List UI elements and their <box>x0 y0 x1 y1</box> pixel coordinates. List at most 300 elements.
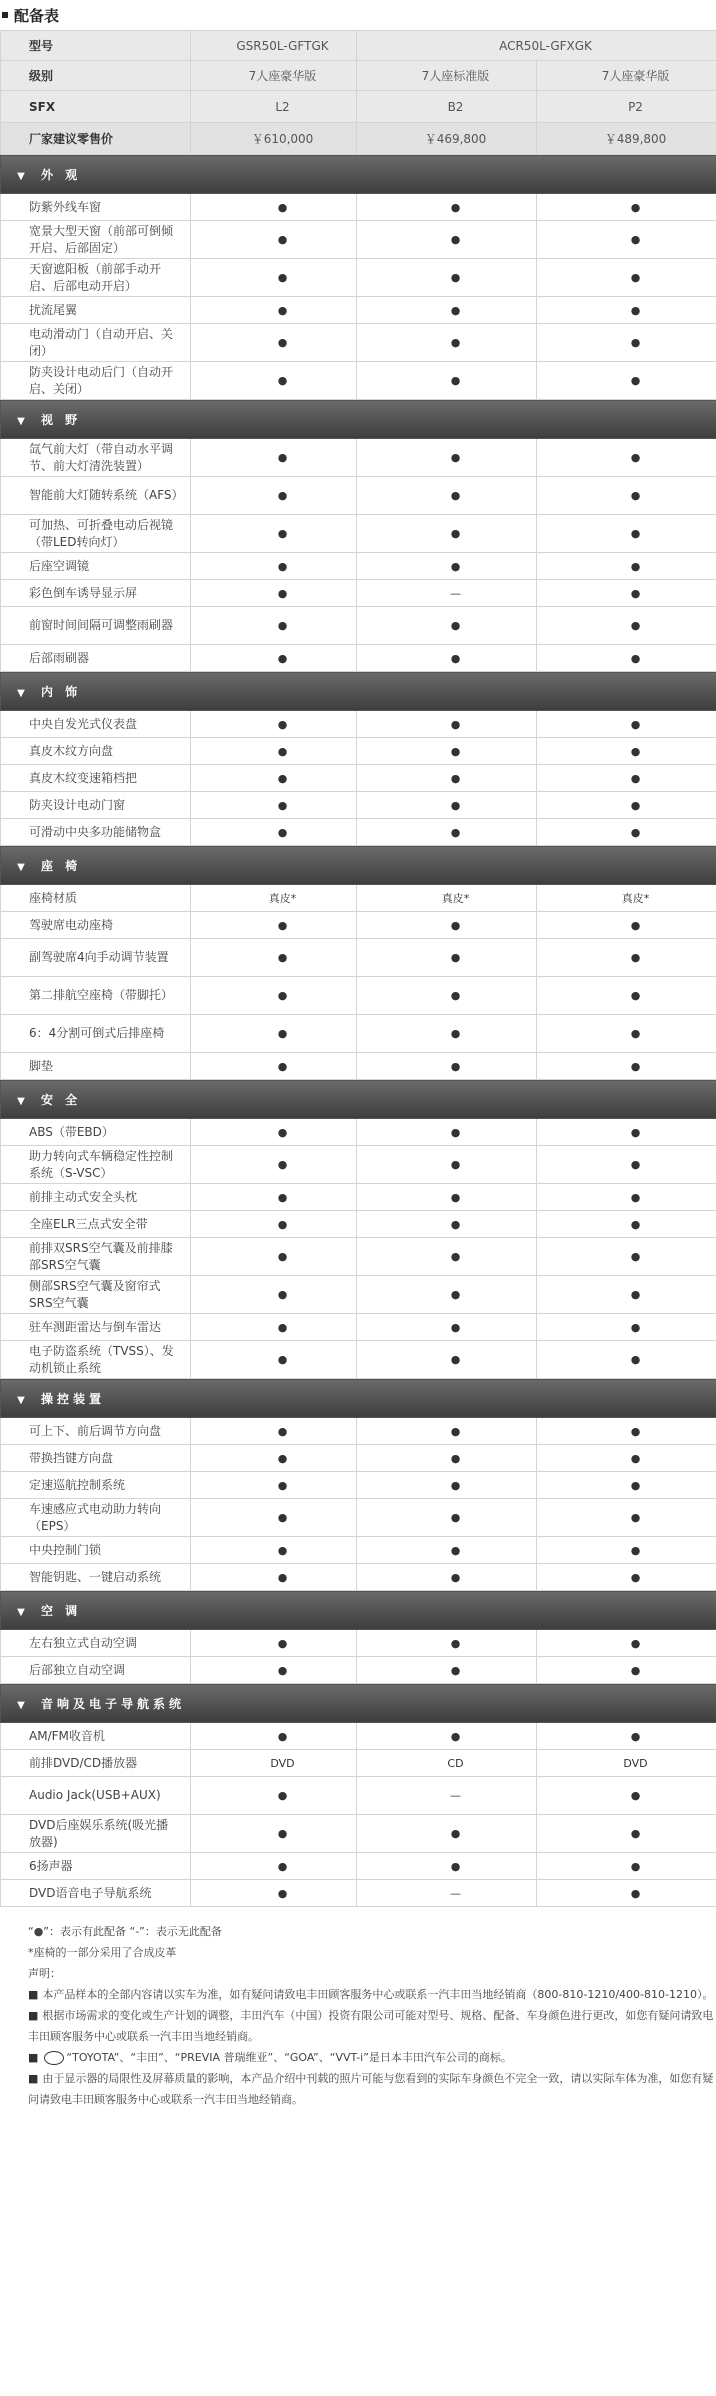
feature-value: ● <box>537 1119 716 1146</box>
section-title: 空 调 <box>41 1603 82 1618</box>
table-row <box>1 439 716 477</box>
feature-value: ● <box>357 607 537 645</box>
feature-label: 前排主动式安全头枕 <box>1 1184 191 1211</box>
feature-value: 真皮* <box>191 885 357 912</box>
feature-value: ● <box>537 439 716 477</box>
feature-label: 后部独立自动空调 <box>1 1657 191 1684</box>
section-header[interactable] <box>1 400 716 439</box>
feature-label: 宽景大型天窗（前部可倒倾开启、后部固定） <box>1 221 191 259</box>
feature-value: ● <box>191 1015 357 1053</box>
feature-label: 全座ELR三点式安全带 <box>1 1211 191 1238</box>
table-row <box>1 324 716 362</box>
feature-value: ● <box>357 1537 537 1564</box>
table-row <box>1 515 716 553</box>
feature-label: 左右独立式自动空调 <box>1 1630 191 1657</box>
feature-value: ● <box>537 1184 716 1211</box>
feature-label: 副驾驶席4向手动调节装置 <box>1 939 191 977</box>
feature-value: ● <box>537 1445 716 1472</box>
feature-value: ● <box>191 1211 357 1238</box>
feature-value: ● <box>357 711 537 738</box>
sfx-1: L2 <box>191 91 357 123</box>
feature-value: ● <box>191 1499 357 1537</box>
table-row <box>1 1418 716 1445</box>
feature-value: ● <box>357 1418 537 1445</box>
feature-value: ● <box>357 738 537 765</box>
table-row <box>1 1657 716 1684</box>
feature-value: ● <box>191 1815 357 1853</box>
feature-value: ● <box>191 580 357 607</box>
table-row <box>1 1815 716 1853</box>
feature-value: ● <box>191 1472 357 1499</box>
feature-value: ● <box>191 711 357 738</box>
table-row <box>1 1777 716 1815</box>
feature-value: ● <box>537 221 716 259</box>
bullet-icon: ■ <box>28 2009 39 2022</box>
feature-value: ● <box>191 1418 357 1445</box>
feature-label: 车速感应式电动助力转向（EPS） <box>1 1499 191 1537</box>
table-row <box>1 1341 716 1379</box>
feature-value: ● <box>537 194 716 221</box>
feature-value: ● <box>357 1276 537 1314</box>
bullet-icon: ■ <box>28 2051 39 2064</box>
table-row <box>1 977 716 1015</box>
page-title-text: 配备表 <box>14 6 60 25</box>
feature-label: 防夹设计电动后门（自动开启、关闭） <box>1 362 191 400</box>
feature-label: Audio Jack(USB+AUX) <box>1 1777 191 1815</box>
note-text: “TOYOTA”、“丰田”、“PREVIA 普瑞维亚”、“GOA”、“VVT-i”是日本丰田汽车公司的商标。 <box>66 2051 512 2064</box>
feature-value: ● <box>191 1238 357 1276</box>
table-row <box>1 194 716 221</box>
feature-value: ● <box>191 1276 357 1314</box>
table-row <box>1 1314 716 1341</box>
triangle-down-icon[interactable]: ▼ <box>17 1394 25 1406</box>
feature-label: 智能钥匙、一键启动系统 <box>1 1564 191 1591</box>
feature-label: 助力转向式车辆稳定性控制系统（S-VSC） <box>1 1146 191 1184</box>
feature-value: ● <box>191 1184 357 1211</box>
feature-value: ● <box>537 553 716 580</box>
feature-value: ● <box>357 259 537 297</box>
section-header-cell <box>1 1379 716 1418</box>
table-row <box>1 819 716 846</box>
feature-label: 可滑动中央多功能储物盒 <box>1 819 191 846</box>
grade-1: 7人座豪华版 <box>191 61 357 91</box>
table-row <box>1 1880 716 1907</box>
leather-note: *座椅的一部分采用了合成皮革 <box>28 1946 177 1959</box>
table-row <box>1 1750 716 1777</box>
table-row <box>1 765 716 792</box>
table-row <box>1 477 716 515</box>
notes <box>0 1907 716 2110</box>
feature-label: 后部雨刷器 <box>1 645 191 672</box>
table-row <box>1 607 716 645</box>
feature-value: ● <box>191 1146 357 1184</box>
triangle-down-icon[interactable]: ▼ <box>17 1606 25 1618</box>
feature-value: ● <box>191 515 357 553</box>
table-row <box>1 1630 716 1657</box>
feature-value: ● <box>537 1537 716 1564</box>
feature-label: 第二排航空座椅（带脚托） <box>1 977 191 1015</box>
bullet-icon: ■ <box>28 2072 39 2085</box>
feature-value: ● <box>537 977 716 1015</box>
feature-value: ● <box>191 553 357 580</box>
feature-value: ● <box>537 324 716 362</box>
grade-2: 7人座标准版 <box>357 61 537 91</box>
feature-value: ● <box>191 221 357 259</box>
feature-label: 座椅材质 <box>1 885 191 912</box>
table-row <box>1 792 716 819</box>
feature-value: ● <box>191 297 357 324</box>
feature-label: 前排DVD/CD播放器 <box>1 1750 191 1777</box>
feature-value: ● <box>537 1276 716 1314</box>
table-row <box>1 1499 716 1537</box>
feature-value: ● <box>357 1445 537 1472</box>
feature-value: ● <box>537 1015 716 1053</box>
feature-value: ● <box>357 1630 537 1657</box>
table-row <box>1 1723 716 1750</box>
feature-label: 中央自发光式仪表盘 <box>1 711 191 738</box>
feature-value: ● <box>537 515 716 553</box>
section-title: 操控装置 <box>41 1391 106 1406</box>
table-row <box>1 1119 716 1146</box>
feature-value: ● <box>191 1341 357 1379</box>
feature-value: ● <box>537 1657 716 1684</box>
feature-label: DVD后座娱乐系统(吸光播放器) <box>1 1815 191 1853</box>
feature-value: ● <box>357 819 537 846</box>
section-title: 视 野 <box>41 412 82 427</box>
table-row <box>1 1015 716 1053</box>
feature-value: ● <box>191 912 357 939</box>
feature-label: 驾驶席电动座椅 <box>1 912 191 939</box>
feature-value: ● <box>191 645 357 672</box>
feature-label: ABS（带EBD） <box>1 1119 191 1146</box>
feature-value: ● <box>191 1723 357 1750</box>
feature-value: ● <box>537 1853 716 1880</box>
feature-value: ● <box>357 297 537 324</box>
note-item <box>28 2068 716 2110</box>
feature-value: ● <box>191 1564 357 1591</box>
feature-label: 真皮木纹变速箱档把 <box>1 765 191 792</box>
feature-value: ● <box>537 1211 716 1238</box>
feature-value: ● <box>537 645 716 672</box>
feature-value: ● <box>537 607 716 645</box>
table-row <box>1 885 716 912</box>
feature-value: ● <box>537 259 716 297</box>
feature-value: ● <box>537 1564 716 1591</box>
feature-value: ● <box>537 792 716 819</box>
feature-value: ● <box>357 439 537 477</box>
section-header[interactable] <box>1 1684 716 1723</box>
feature-value: ● <box>357 939 537 977</box>
feature-value: ● <box>191 1314 357 1341</box>
sfx-label: SFX <box>1 91 191 123</box>
feature-value: ● <box>191 819 357 846</box>
grade-row <box>1 61 716 91</box>
note-item <box>28 2005 716 2047</box>
note-text: 根据市场需求的变化或生产计划的调整，丰田汽车（中国）投资有限公司可能对型号、规格、配备、车身颜色进行更改，如您有疑问请致电丰田顾客服务中心或联系一汽丰田当地经销商。 <box>28 2009 714 2043</box>
feature-label: 氙气前大灯（带自动水平调节、前大灯清洗装置） <box>1 439 191 477</box>
feature-label: 脚垫 <box>1 1053 191 1080</box>
model-label: 型号 <box>1 31 191 61</box>
feature-value: ● <box>357 324 537 362</box>
section-header[interactable] <box>1 155 716 194</box>
section-title: 安 全 <box>41 1092 82 1107</box>
feature-label: 真皮木纹方向盘 <box>1 738 191 765</box>
feature-label: 天窗遮阳板（前部手动开启、后部电动开启） <box>1 259 191 297</box>
table-row <box>1 1238 716 1276</box>
feature-value: ● <box>537 912 716 939</box>
feature-value: ● <box>191 1853 357 1880</box>
feature-value: ● <box>191 259 357 297</box>
feature-label: 驻车测距雷达与倒车雷达 <box>1 1314 191 1341</box>
feature-value: ● <box>357 1053 537 1080</box>
spec-table <box>0 30 716 1907</box>
feature-value: — <box>357 1777 537 1815</box>
feature-value: ● <box>357 1564 537 1591</box>
feature-value: 真皮* <box>357 885 537 912</box>
table-row <box>1 1053 716 1080</box>
section-header-cell <box>1 1591 716 1630</box>
feature-value: ● <box>357 1341 537 1379</box>
feature-label: 可加热、可折叠电动后视镜（带LED转向灯） <box>1 515 191 553</box>
feature-value: ● <box>357 1119 537 1146</box>
feature-value: ● <box>191 939 357 977</box>
feature-value: ● <box>357 1211 537 1238</box>
note-item <box>28 2047 716 2068</box>
triangle-down-icon[interactable]: ▼ <box>17 1699 25 1711</box>
feature-label: 侧部SRS空气囊及窗帘式SRS空气囊 <box>1 1276 191 1314</box>
feature-value: ● <box>191 1537 357 1564</box>
feature-value: ● <box>357 977 537 1015</box>
table-row <box>1 1472 716 1499</box>
section-header-cell <box>1 1684 716 1723</box>
sfx-2: B2 <box>357 91 537 123</box>
section-header-cell <box>1 672 716 711</box>
feature-label: 6：4分割可倒式后排座椅 <box>1 1015 191 1053</box>
triangle-down-icon[interactable]: ▼ <box>17 415 25 427</box>
feature-value: — <box>357 1880 537 1907</box>
feature-value: 真皮* <box>537 885 716 912</box>
feature-value: ● <box>537 711 716 738</box>
table-row <box>1 1445 716 1472</box>
section-header[interactable] <box>1 1080 716 1119</box>
feature-value: ● <box>191 1657 357 1684</box>
section-title: 外 观 <box>41 167 82 182</box>
feature-label: 电动滑动门（自动开启、关闭） <box>1 324 191 362</box>
feature-value: ● <box>537 1472 716 1499</box>
feature-label: 可上下、前后调节方向盘 <box>1 1418 191 1445</box>
feature-value: ● <box>537 1815 716 1853</box>
feature-value: ● <box>357 912 537 939</box>
feature-value: ● <box>357 1184 537 1211</box>
table-row <box>1 912 716 939</box>
feature-value: ● <box>537 939 716 977</box>
table-row <box>1 645 716 672</box>
feature-label: 6扬声器 <box>1 1853 191 1880</box>
note-item <box>28 1984 716 2005</box>
sfx-3: P2 <box>537 91 716 123</box>
table-row <box>1 362 716 400</box>
table-row <box>1 259 716 297</box>
triangle-down-icon[interactable]: ▼ <box>17 1095 25 1107</box>
table-row <box>1 1211 716 1238</box>
feature-value: ● <box>357 1146 537 1184</box>
triangle-down-icon[interactable]: ▼ <box>17 861 25 873</box>
title-marker-icon <box>2 12 8 18</box>
feature-value: ● <box>537 738 716 765</box>
table-row <box>1 711 716 738</box>
table-row <box>1 939 716 977</box>
feature-value: ● <box>191 792 357 819</box>
feature-value: ● <box>357 477 537 515</box>
feature-value: ● <box>357 553 537 580</box>
feature-value: ● <box>191 1445 357 1472</box>
feature-value: ● <box>191 1880 357 1907</box>
feature-value: ● <box>357 1853 537 1880</box>
table-row <box>1 580 716 607</box>
feature-label: DVD语音电子导航系统 <box>1 1880 191 1907</box>
feature-value: ● <box>191 439 357 477</box>
feature-value: ● <box>191 1053 357 1080</box>
feature-value: ● <box>191 738 357 765</box>
feature-value: ● <box>191 477 357 515</box>
feature-value: ● <box>191 765 357 792</box>
section-header[interactable] <box>1 1591 716 1630</box>
feature-value: ● <box>191 977 357 1015</box>
feature-label: 前排双SRS空气囊及前排膝部SRS空气囊 <box>1 1238 191 1276</box>
feature-value: DVD <box>191 1750 357 1777</box>
feature-value: ● <box>357 765 537 792</box>
feature-value: ● <box>357 1238 537 1276</box>
feature-value: ● <box>537 1630 716 1657</box>
feature-value: ● <box>191 362 357 400</box>
feature-value: ● <box>357 792 537 819</box>
feature-value: ● <box>191 194 357 221</box>
feature-value: ● <box>537 297 716 324</box>
price-row <box>1 123 716 155</box>
feature-value: ● <box>537 819 716 846</box>
price-label: 厂家建议零售价 <box>1 123 191 155</box>
feature-value: ● <box>191 1630 357 1657</box>
feature-value: ● <box>537 1314 716 1341</box>
feature-value: ● <box>191 324 357 362</box>
feature-value: ● <box>357 221 537 259</box>
table-row <box>1 1564 716 1591</box>
table-row <box>1 1276 716 1314</box>
note-text: 由于显示器的局限性及屏幕质量的影响，本产品介绍中刊载的照片可能与您看到的实际车身颜色不完全一致，请以实际车体为准，如您有疑问请致电丰田顾客服务中心或联系一汽丰田当地经销商。 <box>28 2072 714 2106</box>
feature-value: ● <box>357 645 537 672</box>
feature-label: 后座空调镜 <box>1 553 191 580</box>
feature-label: 防紫外线车窗 <box>1 194 191 221</box>
feature-value: ● <box>537 1238 716 1276</box>
table-row <box>1 1146 716 1184</box>
feature-label: 前窗时间间隔可调整雨刷器 <box>1 607 191 645</box>
feature-value: ● <box>537 1418 716 1445</box>
feature-value: ● <box>357 194 537 221</box>
feature-label: 中央控制门锁 <box>1 1537 191 1564</box>
feature-label: 智能前大灯随转系统（AFS） <box>1 477 191 515</box>
feature-label: 彩色倒车诱导显示屏 <box>1 580 191 607</box>
section-header[interactable] <box>1 846 716 885</box>
table-row <box>1 221 716 259</box>
sfx-row <box>1 91 716 123</box>
triangle-down-icon[interactable]: ▼ <box>17 170 25 182</box>
section-header[interactable] <box>1 672 716 711</box>
section-header-cell <box>1 846 716 885</box>
section-header-cell <box>1 155 716 194</box>
model-row <box>1 31 716 61</box>
section-header[interactable] <box>1 1379 716 1418</box>
feature-value: ● <box>537 1777 716 1815</box>
feature-value: ● <box>191 1119 357 1146</box>
table-row <box>1 297 716 324</box>
feature-value: ● <box>537 477 716 515</box>
feature-value: DVD <box>537 1750 716 1777</box>
feature-label: 防夹设计电动门窗 <box>1 792 191 819</box>
toyota-logo-icon <box>44 2051 64 2065</box>
section-title: 内 饰 <box>41 684 82 699</box>
feature-value: CD <box>357 1750 537 1777</box>
section-title: 音响及电子导航系统 <box>41 1696 186 1711</box>
feature-value: ● <box>537 362 716 400</box>
table-row <box>1 553 716 580</box>
feature-value: ● <box>191 607 357 645</box>
section-header-cell <box>1 400 716 439</box>
table-row <box>1 1184 716 1211</box>
feature-value: ● <box>537 765 716 792</box>
feature-value: ● <box>357 1015 537 1053</box>
model-2: ACR50L-GFXGK <box>357 31 716 61</box>
feature-value: ● <box>537 1499 716 1537</box>
price-2: ￥469,800 <box>357 123 537 155</box>
legend-note: “●”：表示有此配备 “-”：表示无此配备 <box>28 1925 222 1938</box>
feature-value: ● <box>357 515 537 553</box>
feature-value: ● <box>357 1723 537 1750</box>
price-1: ￥610,000 <box>191 123 357 155</box>
bullet-icon: ■ <box>28 1988 39 2001</box>
table-row <box>1 738 716 765</box>
grade-label: 级别 <box>1 61 191 91</box>
feature-label: 定速巡航控制系统 <box>1 1472 191 1499</box>
feature-label: 带换挡键方向盘 <box>1 1445 191 1472</box>
feature-value: — <box>357 580 537 607</box>
feature-value: ● <box>537 1341 716 1379</box>
triangle-down-icon[interactable]: ▼ <box>17 687 25 699</box>
feature-value: ● <box>537 1723 716 1750</box>
section-header-cell <box>1 1080 716 1119</box>
note-text: 本产品样本的全部内容请以实车为准，如有疑问请致电丰田顾客服务中心或联系一汽丰田当地经销商（800-810-1210/400-810-1210）。 <box>42 1988 714 2001</box>
price-3: ￥489,800 <box>537 123 716 155</box>
table-row <box>1 1853 716 1880</box>
feature-value: ● <box>537 580 716 607</box>
feature-value: ● <box>357 1472 537 1499</box>
section-title: 座 椅 <box>41 858 82 873</box>
statement-label: 声明： <box>28 1967 61 1980</box>
feature-label: 电子防盗系统（TVSS）、发动机锁止系统 <box>1 1341 191 1379</box>
feature-value: ● <box>357 1499 537 1537</box>
feature-value: ● <box>357 1657 537 1684</box>
feature-value: ● <box>357 362 537 400</box>
grade-3: 7人座豪华版 <box>537 61 716 91</box>
model-1: GSR50L-GFTGK <box>191 31 357 61</box>
page-title <box>0 0 716 30</box>
feature-value: ● <box>357 1815 537 1853</box>
feature-value: ● <box>537 1146 716 1184</box>
feature-value: ● <box>537 1053 716 1080</box>
feature-value: ● <box>537 1880 716 1907</box>
feature-label: AM/FM收音机 <box>1 1723 191 1750</box>
feature-value: ● <box>357 1314 537 1341</box>
table-row <box>1 1537 716 1564</box>
